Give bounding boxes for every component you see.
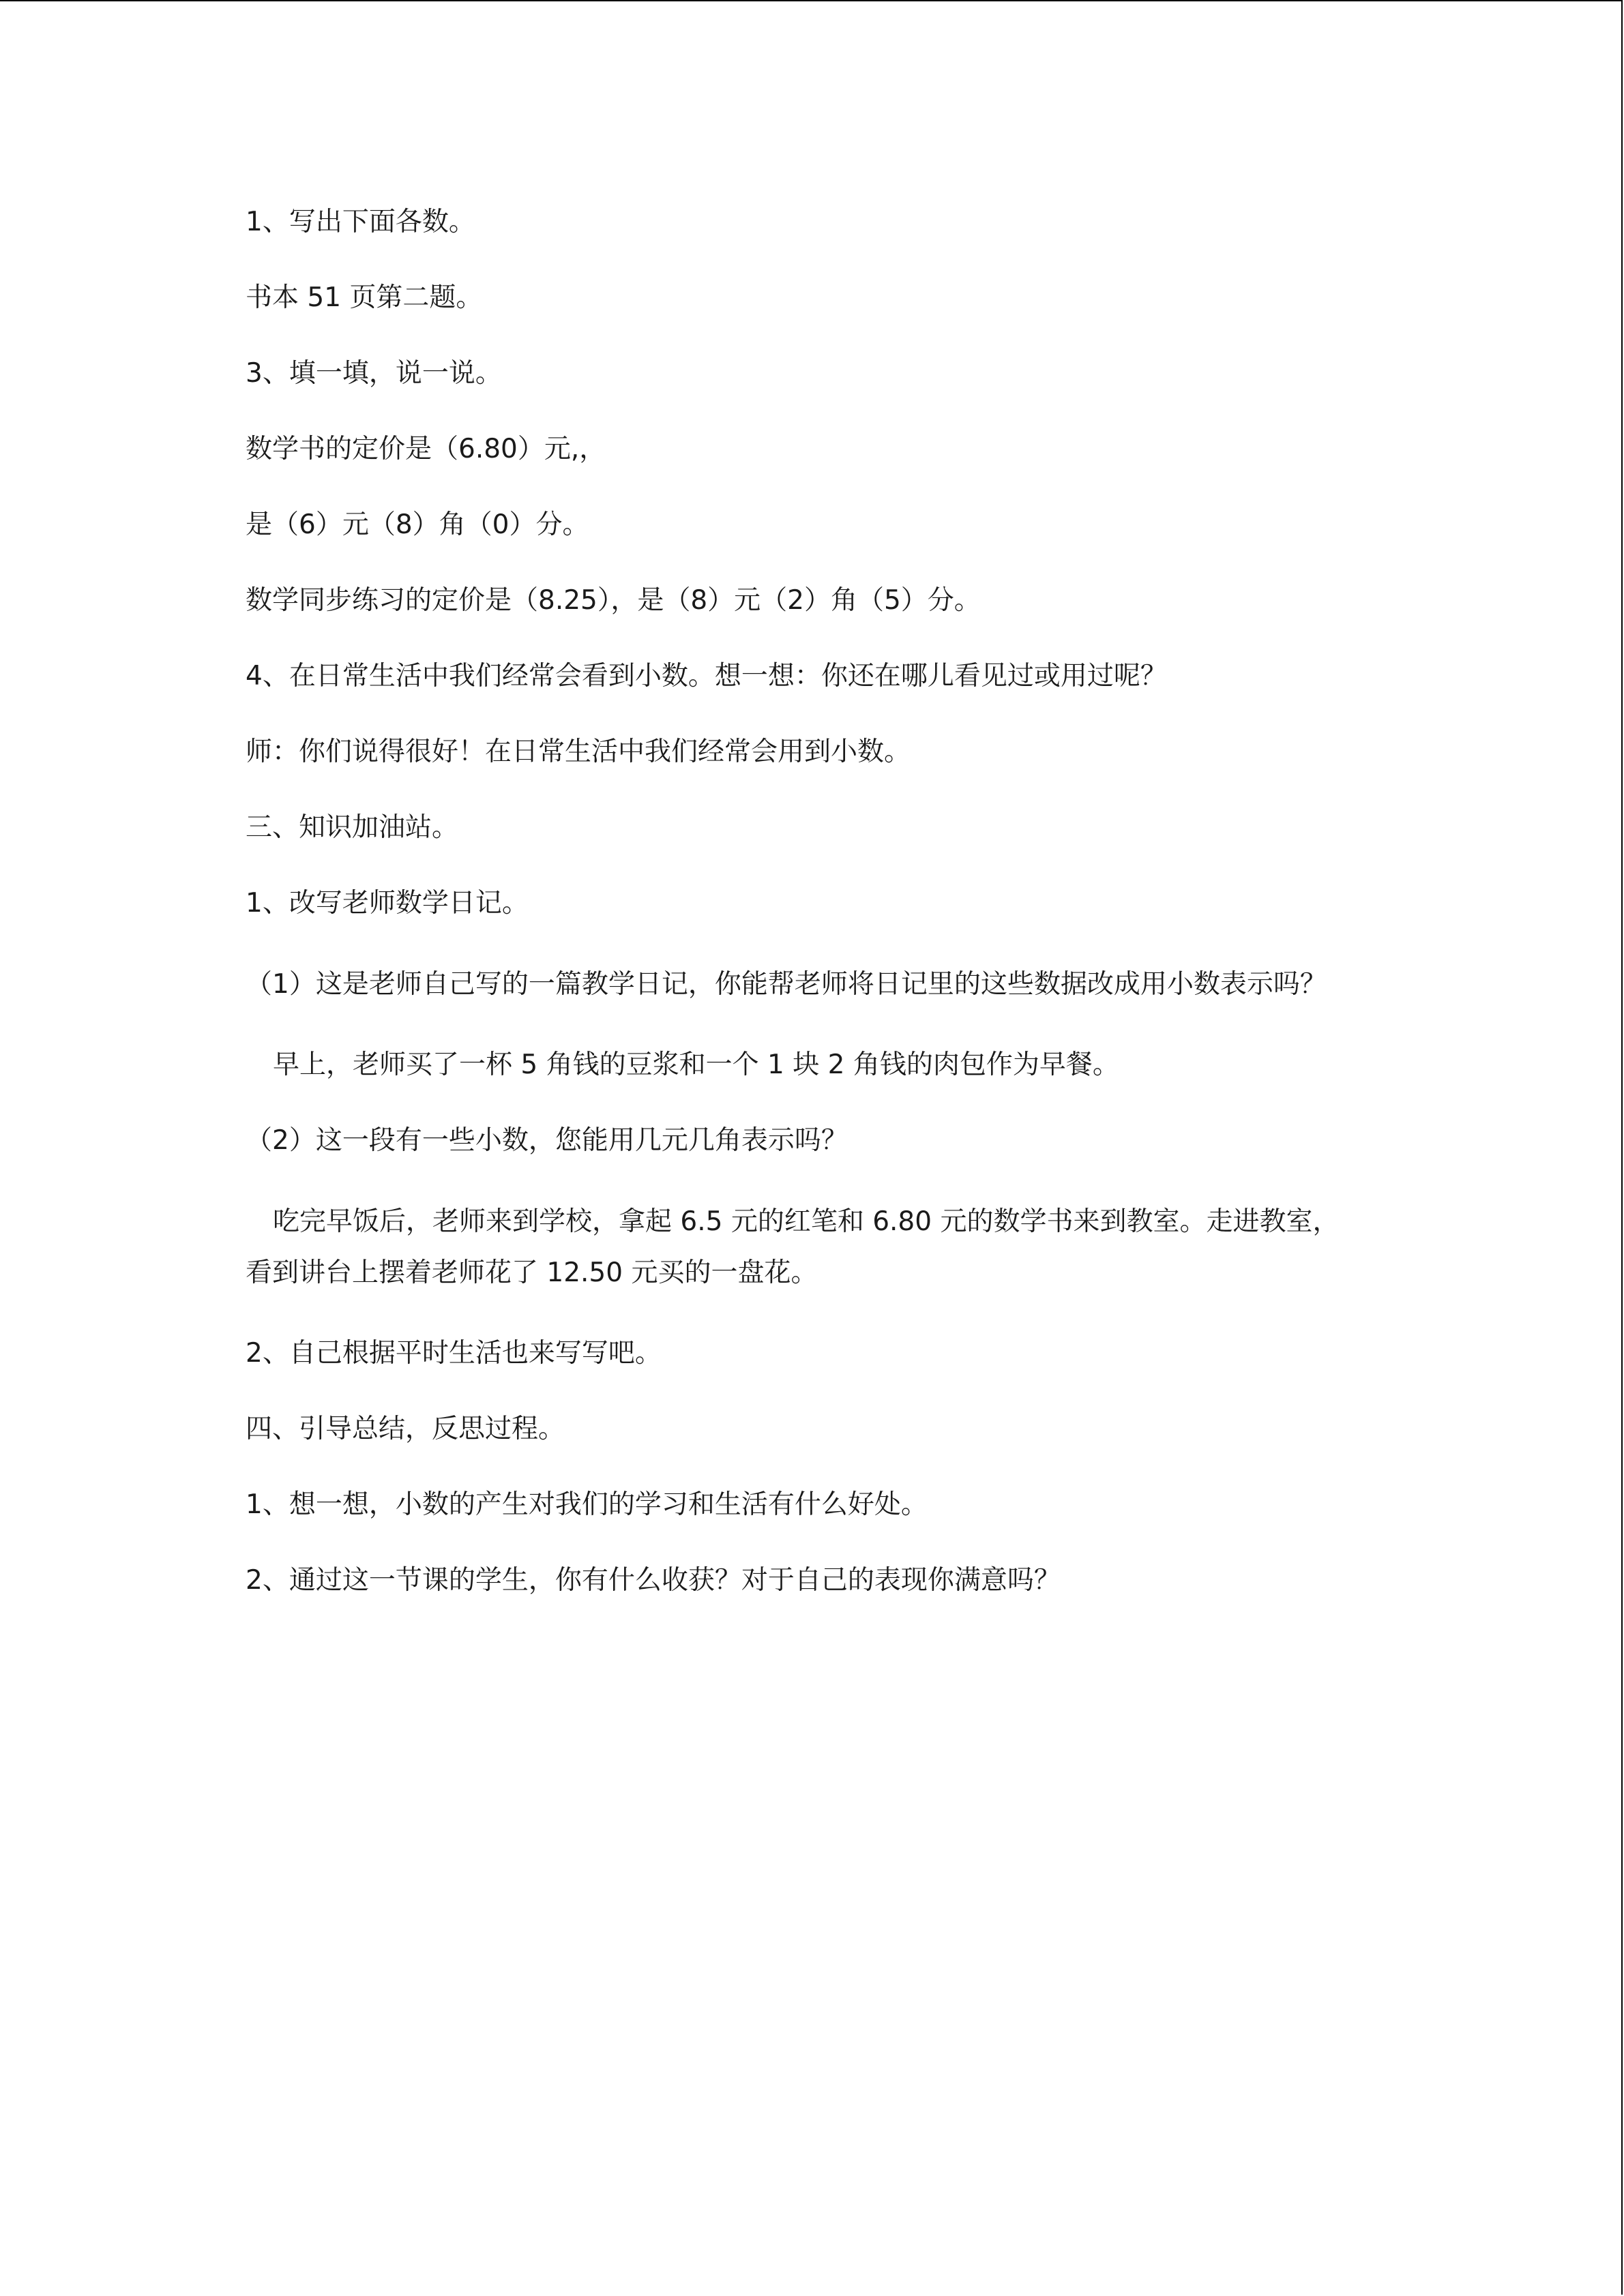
document-body	[246, 202, 1364, 1636]
paragraph: 数学同步练习的定价是（8.25），是（8）元（2）角（5）分。	[246, 585, 981, 616]
section-heading: 三、知识加油站。	[246, 812, 459, 843]
paragraph: 早上，老师买了一杯 5 角钱的豆浆和一个 1 块 2 角钱的肉包作为早餐。	[273, 1049, 1119, 1080]
paragraph: 2、通过这一节课的学生，你有什么收获？对于自己的表现你满意吗？	[246, 1565, 1061, 1596]
paragraph: 1、想一想，小数的产生对我们的学习和生活有什么好处。	[246, 1489, 928, 1520]
paragraph: （1）这是老师自己写的一篇教学日记，你能帮老师将日记里的这些数据改成用小数表示吗？	[246, 969, 1327, 1000]
paragraph: 1、写出下面各数。	[246, 207, 475, 237]
paragraph: 1、改写老师数学日记。	[246, 888, 529, 919]
paragraph: 师：你们说得很好！在日常生活中我们经常会用到小数。	[246, 736, 911, 767]
paragraph: 吃完早饭后，老师来到学校，拿起 6.5 元的红笔和 6.80 元的数学书来到教室。走进教室，看到讲台上摆着老师花了 12.50 元买的一盘花。	[246, 1206, 1340, 1288]
paragraph: （2）这一段有一些小数，您能用几元几角表示吗？	[246, 1125, 848, 1156]
section-heading: 四、引导总结，反思过程。	[246, 1414, 565, 1444]
paragraph: 书本 51 页第二题。	[246, 282, 483, 313]
paragraph: 4、在日常生活中我们经常会看到小数。想一想：你还在哪儿看见过或用过呢？	[246, 661, 1167, 691]
paragraph: 2、自己根据平时生活也来写写吧。	[246, 1338, 662, 1369]
paragraph: 3、填一填，说一说。	[246, 358, 502, 389]
paragraph: 是（6）元（8）角（0）分。	[246, 509, 589, 540]
paragraph: 数学书的定价是（6.80）元,，	[246, 434, 606, 464]
